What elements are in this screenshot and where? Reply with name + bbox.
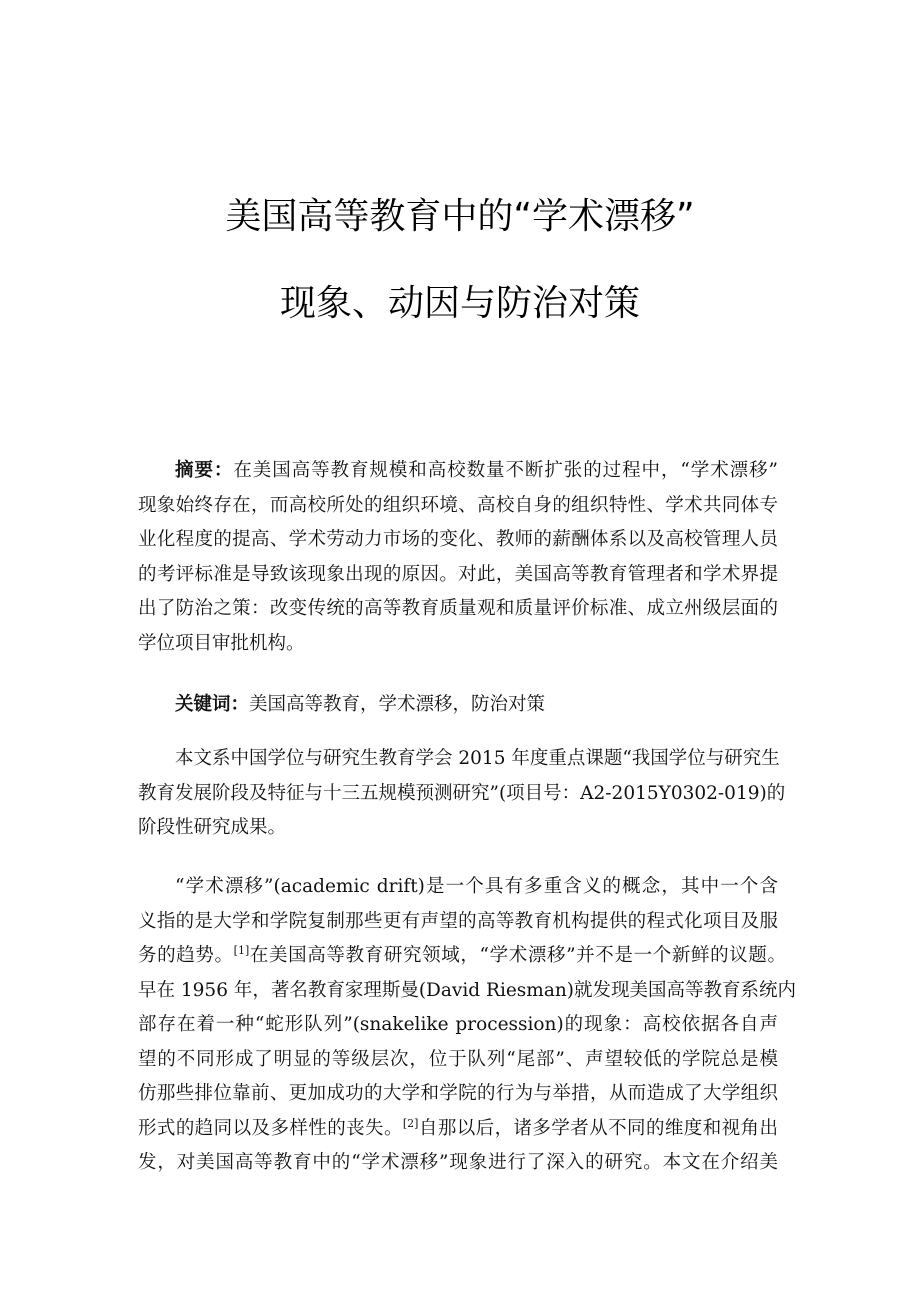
intro-line: 形式的趋同以及多样性的丧失。[2]自那以后，诸多学者从不同的维度和视角出 <box>138 1116 778 1139</box>
funding-note-paragraph <box>138 742 786 846</box>
abstract-line: 出了防治之策：改变传统的高等教育质量观和质量评价标准、成立州级层面的 <box>138 598 778 619</box>
citation-2[interactable]: [2] <box>402 1116 419 1130</box>
abstract-line: 业化程度的提高、学术劳动力市场的变化、教师的薪酬体系以及高校管理人员 <box>138 529 778 550</box>
intro-line: 务的趋势。[1]在美国高等教育研究领域，“学术漂移”并不是一个新鲜的议题。 <box>138 944 786 966</box>
title-line-1: 美国高等教育中的“学术漂移” <box>225 196 695 237</box>
intro-line: 发，对美国高等教育中的“学术漂移”现象进行了深入的研究。本文在介绍美 <box>138 1152 778 1173</box>
title-line-2: 现象、动因与防治对策 <box>279 283 640 324</box>
keywords-paragraph <box>138 688 778 723</box>
intro-line: 部存在着一种“蛇形队列”(snakelike procession)的现象：高校依据各自声 <box>138 1014 778 1035</box>
keywords-line <box>138 688 778 723</box>
abstract-label: 摘要： <box>175 460 234 481</box>
intro-line: 仿那些排位靠前、更加成功的大学和学院的行为与举措，从而造成了大学组织 <box>138 1083 778 1104</box>
intro-line: “学术漂移”(academic drift)是一个具有多重含义的概念，其中一个含 <box>175 876 778 897</box>
funding-line: 教育发展阶段及特征与十三五规模预测研究”(项目号：A2-2015Y0302-019)的 <box>138 782 786 804</box>
abstract-line: 学位项目审批机构。 <box>138 632 305 654</box>
intro-paragraph <box>138 870 797 1181</box>
intro-line: 义指的是大学和学院复制那些更有声望的高等教育机构提供的程式化项目及服 <box>138 910 778 932</box>
funding-line: 本文系中国学位与研究生教育学会 2015 年度重点课题“我国学位与研究生 <box>175 748 780 769</box>
citation-1[interactable]: [1] <box>233 944 250 957</box>
abstract-line: 的考评标准是导致该现象出现的原因。对此，美国高等教育管理者和学术界提 <box>138 563 778 585</box>
intro-line: 望的不同形成了明显的等级层次，位于队列“尾部”、声望较低的学院总是模 <box>138 1048 778 1070</box>
abstract-line: 现象始终存在，而高校所处的组织环境、高校自身的组织特性、学术共同体专 <box>138 494 778 516</box>
intro-line: 早在 1956 年，著名教育家理斯曼(David Riesman)就发现美国高等教育系统内 <box>138 979 797 1001</box>
abstract-paragraph <box>138 454 778 661</box>
keywords-text: 美国高等教育，学术漂移，防治对策 <box>249 694 546 715</box>
funding-line: 阶段性研究成果。 <box>138 817 287 838</box>
abstract-line: 摘要：在美国高等教育规模和高校数量不断扩张的过程中，“学术漂移” <box>175 460 778 481</box>
keywords-label: 关键词： <box>175 694 250 715</box>
